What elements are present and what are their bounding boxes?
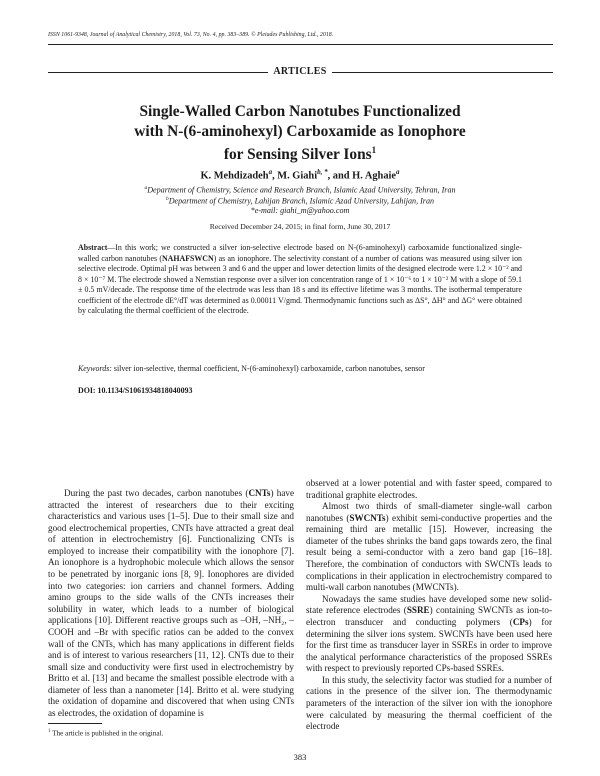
journal-header: ISSN 1061-9348, Journal of Analytical Chemistry, 2018, Vol. 73, No. 4, pp. 383–389. © Pleiades Publishing, Ltd., 2018.	[48, 32, 334, 38]
article-title	[60, 102, 540, 165]
paragraph-intro: During the past two decades, carbon nanotubes (CNTs) have attracted the interest of researchers due to their exciting characteristics and various uses [1–5]. Due to their small size and good electrochemical properties, CNTs have attracted a great deal of attention in electrochemistry [6]. Functionalizing CNTs is employed to increase their compatibility with the ionophore [7]. An ionophore is a hydrophobic molecule which allows the sensor to be penetrated by inorganic ions [8, 9]. Ionophores are divided into two categories: ion carriers and channel formers. Adding amino groups to the side walls of the CNTs increases their solubility in water, which leads to a number of biological applications [10]. Different reactive groups such as –OH, –NH₂, –COOH and –Br with specific ratios can be added to the convex wall of the CNTs, which has many applications in different fields and is of interest to various researchers [11, 12]. CNTs due to their small size and conductivity were first used in electrochemistry by Britto et al. [13] and became the smallest possible electrode with a diameter of less than a nanometer [14]. Britto et al. were studying the oxidation of dopamine and discovered that when using CNTs as electrodes, the oxidation of dopamine is	[48, 488, 294, 718]
paragraph-ssre: Nowadays the same studies have developed some new solid-state reference electrodes (SSRE) containing SWCNTs as ion-to-electron transducer and conducting polymers (CPs) for determining the silver ions system. SWCNTs have been used here for the first time as transducer layer in SSREs in order to improve the analytical performance characteristics of the proposed SSREs with respect to previously reported CPs-based SSREs.	[306, 593, 552, 674]
section-label: ARTICLES	[0, 66, 600, 77]
author-list: K. Mehdizadeh$^a$, M. Giahi$^{b, *}$, and H. Aghaie$^a$	[200, 168, 400, 182]
paragraph-study: In this study, the selectivity factor was studied for a number of cations in the presence of the silver ion. The thermodynamic parameters of the interaction of the silver ion with the ionophore were calculated by measuring the thermal coefficient of the electrode	[306, 674, 552, 732]
title-line-2: with N-(6-aminohexyl) Carboxamide as Ionophore	[134, 122, 466, 140]
title-footnote-mark: 1	[371, 145, 377, 155]
paragraph-swcnt: Almost two thirds of small-diameter single-wall carbon nanotubes (SWCNTs) exhibit semi-conductive properties and the remaining third are metallic [15]. However, increasing the diameter of the tubes shrinks the band gaps towards zero, the final result being a semi-conductor with a zero band gap [16–18]. Therefore, the combination of conductors with SWCNTs leads to complications in their application in electrochemistry compared to multi-wall carbon nanotubes (MWCNTs).	[306, 501, 552, 593]
footnote: $^1$ The article is published in the original.	[48, 729, 164, 738]
header-rule	[48, 44, 553, 45]
page-number: 383	[293, 752, 307, 762]
footnote-rule	[48, 723, 102, 724]
email-line: *e-mail: giahi_m@yahoo.com	[250, 206, 350, 215]
title-line-1: Single-Walled Carbon Nanotubes Functionalized	[139, 103, 461, 120]
doi: DOI: 10.1134/S1061934818040093	[78, 386, 193, 395]
body-column-left	[48, 488, 294, 720]
paragraph-continued: observed at a lower potential and with faster speed, compared to traditional graphite electrodes.	[306, 478, 552, 500]
affiliation-b: $^b$Department of Chemistry, Lahijan Branch, Islamic Azad University, Lahijan, Iran	[165, 196, 435, 206]
abstract-label: Abstract	[78, 243, 108, 252]
keywords: Keywords: silver ion-selective, thermal coefficient, N-(6-aminohexyl) carboxamide, carbon nanotubes, sensor	[78, 364, 425, 373]
title-line-3: for Sensing Silver Ions$^1$	[223, 145, 377, 164]
received-dates: Received December 24, 2015; in final form, June 30, 2017	[209, 222, 391, 231]
abstract: Abstract—In this work; we constructed a silver ion-selective electrode based on N-(6-aminohexyl) carboxamide functionalized single-walled carbon nanotubes (NAHAFSWCN) as an ionophore. The selectivity constant of a number of cations was measured using silver ion selective electrode. Optimal pH was between 3 and 6 and the upper and lower detection limits of the designed electrode were 1.2 × 10⁻² and 8 × 10⁻⁷ M. The electrode showed a Nernstian response over a silver ion concentration range of 1 × 10⁻⁶ to 1 × 10⁻² M with a slope of 59.1 ± 0.5 mV/decade. The response time of the electrode was less than 18 s and its effective lifetime was 3 months. The isothermal temperature coefficient of the electrode dE°/dT was determined as 0.00011 V/gmd. Thermodynamic functions such as ΔS°, ΔH° and ΔG° were obtained by calculating the thermal coefficient of the electrode.	[78, 243, 522, 316]
affiliation-a: $^a$Department of Chemistry, Science and Research Branch, Islamic Azad University, Tehran, Iran	[144, 185, 456, 195]
body-column-right	[306, 478, 552, 733]
